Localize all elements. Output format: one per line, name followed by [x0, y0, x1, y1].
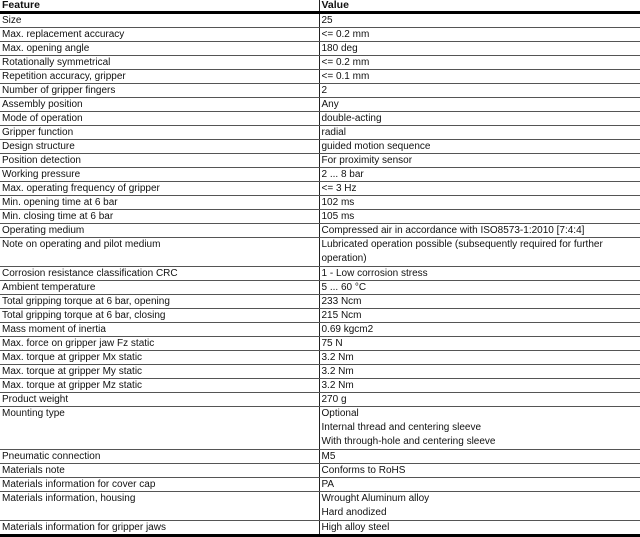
value-line: 2 ... 8 bar — [321, 169, 364, 180]
feature-cell: Size — [0, 13, 319, 28]
feature-cell: Max. replacement accuracy — [0, 28, 319, 42]
feature-cell: Pneumatic connection — [0, 450, 319, 464]
table-row — [0, 365, 640, 379]
table-row — [0, 154, 640, 168]
value-cell — [319, 295, 640, 309]
table-row — [0, 351, 640, 365]
value-line: <= 0.1 mm — [321, 71, 370, 82]
value-cell — [319, 140, 640, 154]
value-line: 1 - Low corrosion stress — [321, 268, 428, 279]
value-line: 215 Ncm — [321, 310, 362, 321]
value-cell — [319, 267, 640, 281]
value-line: 233 Ncm — [321, 296, 362, 307]
table-row — [0, 112, 640, 126]
value-line: PA — [321, 479, 335, 490]
value-line: 2 — [321, 85, 328, 96]
value-line: operation) — [321, 253, 367, 264]
table-row — [0, 267, 640, 281]
value-cell — [319, 393, 640, 407]
value-cell — [319, 196, 640, 210]
value-cell — [319, 323, 640, 337]
value-cell — [319, 450, 640, 464]
table-row — [0, 393, 640, 407]
value-cell — [319, 13, 640, 28]
value-line: Conforms to RoHS — [321, 465, 406, 476]
table-row — [0, 196, 640, 210]
value-line: <= 0.2 mm — [321, 29, 370, 40]
feature-cell: Max. torque at gripper Mx static — [0, 351, 319, 365]
table-row — [0, 464, 640, 478]
feature-column-header: Feature — [0, 0, 319, 13]
value-cell — [319, 112, 640, 126]
feature-cell: Mass moment of inertia — [0, 323, 319, 337]
feature-cell: Materials information for gripper jaws — [0, 521, 319, 536]
value-cell — [319, 238, 640, 267]
value-cell — [319, 168, 640, 182]
table-row — [0, 70, 640, 84]
feature-cell: Position detection — [0, 154, 319, 168]
table-row — [0, 182, 640, 196]
value-cell — [319, 351, 640, 365]
table-row — [0, 56, 640, 70]
feature-cell: Operating medium — [0, 224, 319, 238]
value-cell — [319, 28, 640, 42]
value-line: 105 ms — [321, 211, 355, 222]
value-cell — [319, 478, 640, 492]
table-row — [0, 521, 640, 536]
value-line: Compressed air in accordance with ISO8573-1:2010 [7:4:4] — [321, 225, 585, 236]
feature-cell: Gripper function — [0, 126, 319, 140]
feature-cell: Repetition accuracy, gripper — [0, 70, 319, 84]
value-line: Wrought Aluminum alloy — [321, 493, 430, 504]
feature-cell: Max. opening angle — [0, 42, 319, 56]
value-line: 102 ms — [321, 197, 355, 208]
value-cell — [319, 407, 640, 450]
value-line: Optional — [321, 408, 359, 419]
table-row — [0, 238, 640, 267]
value-line: 0.69 kgcm2 — [321, 324, 374, 335]
table-row — [0, 42, 640, 56]
table-row — [0, 492, 640, 521]
value-column-header: Value — [319, 0, 640, 13]
feature-cell: Max. torque at gripper Mz static — [0, 379, 319, 393]
table-body — [0, 13, 640, 536]
value-line: guided motion sequence — [321, 141, 431, 152]
value-line: Hard anodized — [321, 507, 387, 518]
feature-cell: Mounting type — [0, 407, 319, 450]
value-cell — [319, 379, 640, 393]
feature-cell: Note on operating and pilot medium — [0, 238, 319, 267]
value-line: 75 N — [321, 338, 343, 349]
feature-cell: Mode of operation — [0, 112, 319, 126]
value-line: 270 g — [321, 394, 347, 405]
value-line: Lubricated operation possible (subsequently required for further — [321, 239, 603, 250]
table-row — [0, 224, 640, 238]
value-cell — [319, 70, 640, 84]
value-line: 3.2 Nm — [321, 352, 354, 363]
table-row — [0, 450, 640, 464]
feature-cell: Max. operating frequency of gripper — [0, 182, 319, 196]
feature-cell: Materials information for cover cap — [0, 478, 319, 492]
feature-cell: Design structure — [0, 140, 319, 154]
table-row — [0, 28, 640, 42]
table-row — [0, 140, 640, 154]
table-row — [0, 281, 640, 295]
feature-cell: Rotationally symmetrical — [0, 56, 319, 70]
feature-cell: Corrosion resistance classification CRC — [0, 267, 319, 281]
feature-cell: Assembly position — [0, 98, 319, 112]
value-cell — [319, 365, 640, 379]
table-row — [0, 84, 640, 98]
value-line: Internal thread and centering sleeve — [321, 422, 482, 433]
value-cell — [319, 309, 640, 323]
feature-cell: Materials note — [0, 464, 319, 478]
value-cell — [319, 337, 640, 351]
value-line: For proximity sensor — [321, 155, 413, 166]
value-cell — [319, 210, 640, 224]
value-line: High alloy steel — [321, 522, 390, 533]
value-line: radial — [321, 127, 346, 138]
value-cell — [319, 154, 640, 168]
feature-cell: Working pressure — [0, 168, 319, 182]
value-line: 180 deg — [321, 43, 358, 54]
table-row — [0, 168, 640, 182]
value-cell — [319, 42, 640, 56]
table-row — [0, 126, 640, 140]
feature-cell: Total gripping torque at 6 bar, closing — [0, 309, 319, 323]
feature-cell: Total gripping torque at 6 bar, opening — [0, 295, 319, 309]
table-row — [0, 337, 640, 351]
value-line: 3.2 Nm — [321, 380, 354, 391]
table-row — [0, 295, 640, 309]
value-cell — [319, 281, 640, 295]
table-row — [0, 98, 640, 112]
value-line: 25 — [321, 15, 333, 26]
feature-cell: Max. force on gripper jaw Fz static — [0, 337, 319, 351]
value-line: double-acting — [321, 113, 382, 124]
value-cell — [319, 521, 640, 536]
value-cell — [319, 182, 640, 196]
feature-cell: Max. torque at gripper My static — [0, 365, 319, 379]
feature-cell: Number of gripper fingers — [0, 84, 319, 98]
value-cell — [319, 464, 640, 478]
table-row — [0, 323, 640, 337]
table-row — [0, 407, 640, 450]
table-row — [0, 379, 640, 393]
feature-cell: Min. closing time at 6 bar — [0, 210, 319, 224]
value-line: With through-hole and centering sleeve — [321, 436, 496, 447]
value-line: 5 ... 60 °C — [321, 282, 367, 293]
value-cell — [319, 126, 640, 140]
table-row — [0, 210, 640, 224]
value-cell — [319, 98, 640, 112]
header-row — [0, 0, 640, 13]
table-row — [0, 13, 640, 28]
feature-cell: Materials information, housing — [0, 492, 319, 521]
value-line: 3.2 Nm — [321, 366, 354, 377]
value-cell — [319, 224, 640, 238]
table-row — [0, 478, 640, 492]
value-cell — [319, 56, 640, 70]
feature-cell: Product weight — [0, 393, 319, 407]
value-line: M5 — [321, 451, 336, 462]
feature-cell: Min. opening time at 6 bar — [0, 196, 319, 210]
value-cell — [319, 492, 640, 521]
value-cell — [319, 84, 640, 98]
table-row — [0, 309, 640, 323]
value-line: <= 0.2 mm — [321, 57, 370, 68]
feature-cell: Ambient temperature — [0, 281, 319, 295]
value-line: <= 3 Hz — [321, 183, 357, 194]
value-line: Any — [321, 99, 339, 110]
